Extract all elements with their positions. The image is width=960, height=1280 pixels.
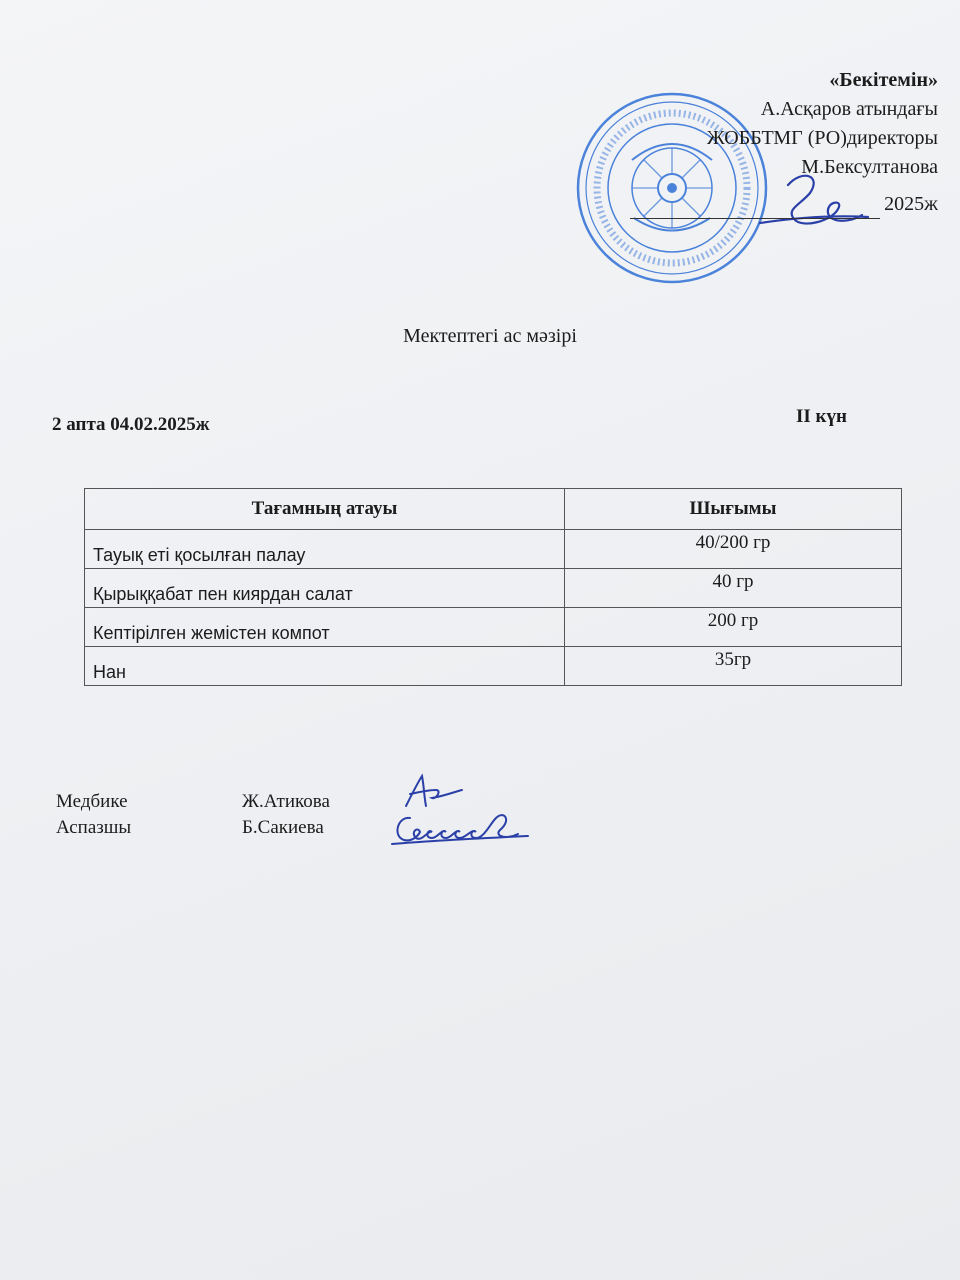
approval-block: [608, 66, 938, 219]
header-yield: Шығымы: [565, 489, 902, 530]
header-dish-name: Тағамның атауы: [85, 489, 565, 530]
dish-yield: 40 гр: [565, 569, 902, 608]
approval-date-line: [608, 190, 938, 219]
approval-heading: «Бекітемін»: [829, 69, 938, 91]
menu-table: [84, 488, 902, 686]
approval-line-director-name: М.Бексултанова: [801, 156, 938, 178]
table-row: [85, 608, 902, 647]
dish-name: Қырыққабат пен киярдан салат: [85, 569, 565, 608]
signer-row-cook: [56, 815, 330, 841]
date-blank: [630, 196, 880, 219]
signer-name: Ж.Атикова: [242, 791, 330, 812]
dish-name: Кептірілген жемістен компот: [85, 608, 565, 647]
dish-name: Нан: [85, 647, 565, 686]
table-row: [85, 569, 902, 608]
approval-year: 2025ж: [884, 193, 938, 215]
signers-block: [56, 789, 330, 841]
signer-row-nurse: [56, 789, 330, 815]
dish-name: Тауық еті қосылған палау: [85, 530, 565, 569]
week-date-label: 2 апта 04.02.2025ж: [52, 414, 210, 435]
day-label: II күн: [796, 406, 847, 427]
cook-signature: [388, 806, 533, 850]
approval-line-school: А.Асқаров атындағы: [760, 98, 938, 120]
signer-role: Аспазшы: [56, 817, 132, 838]
signer-name: Б.Сакиева: [242, 817, 324, 838]
page-title: Мектептегі ас мәзірі: [403, 325, 577, 347]
table-header-row: [85, 489, 902, 530]
approval-line-position: ЖОББТМГ (РО)директоры: [706, 127, 938, 149]
dish-yield: 35гр: [565, 647, 902, 686]
table-row: [85, 647, 902, 686]
dish-yield: 40/200 гр: [565, 530, 902, 569]
signer-role: Медбике: [56, 791, 128, 812]
table-row: [85, 530, 902, 569]
dish-yield: 200 гр: [565, 608, 902, 647]
